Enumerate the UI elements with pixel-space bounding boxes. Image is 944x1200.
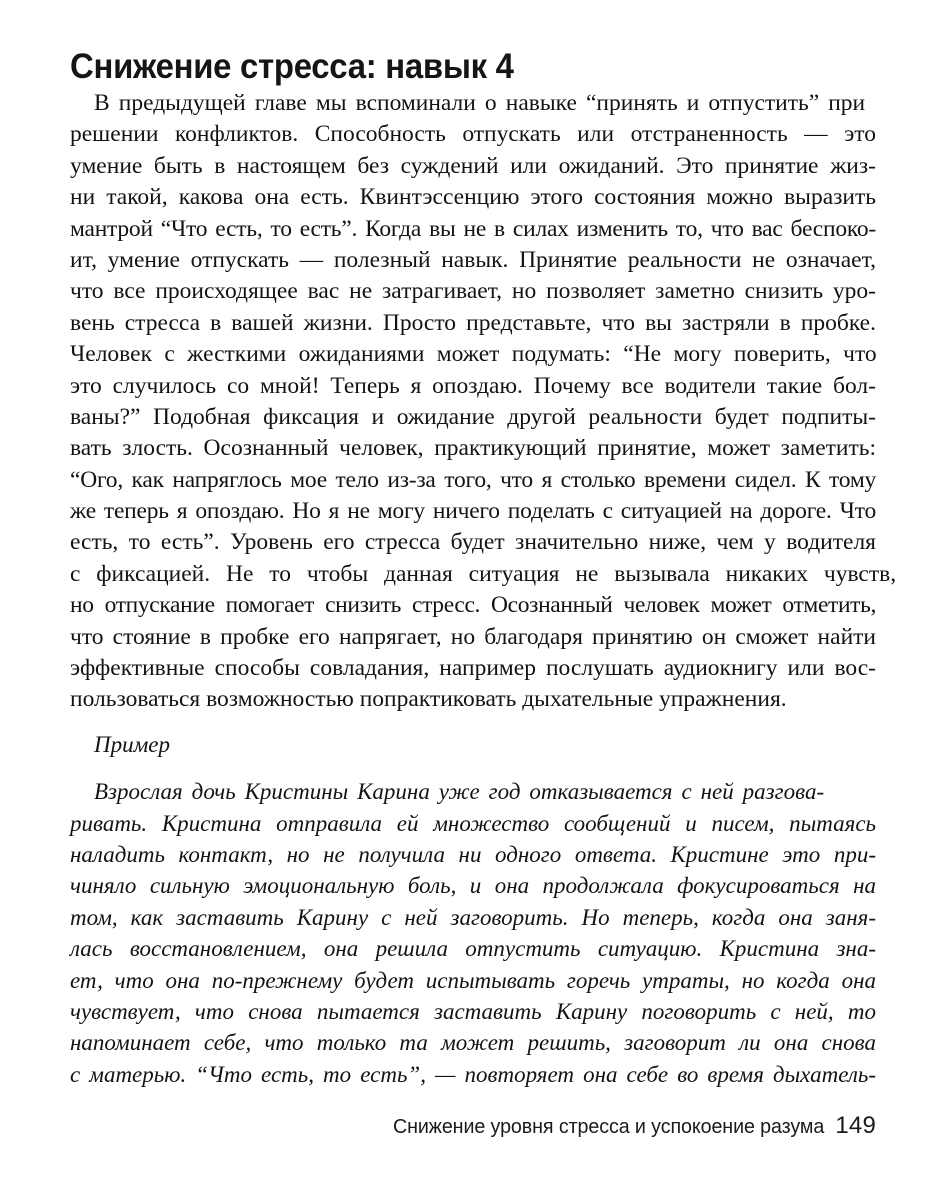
text-line: что все происходящее вас не затрагивает, но позволяет заметно снизить уро- [70, 278, 876, 305]
text-line: вень стресса в вашей жизни. Просто представьте, что вы застряли в пробке. [70, 309, 876, 336]
paragraph-gap [70, 716, 876, 729]
text-line: есть, то есть”. Уровень его стресса будет значительно ниже, чем у водителя [70, 529, 876, 556]
text-line: с матерью. “Что есть, то есть”, — повторяет она себе во время дыхатель- [70, 1061, 876, 1087]
text-line: лась восстановлением, она решила отпустить ситуацию. Кристина зна- [70, 936, 876, 962]
page-footer [0, 1112, 876, 1140]
text-line: ет, что она по-прежнему будет испытывать горечь утраты, но когда она [70, 967, 876, 993]
text-line: Взрослая дочь Кристины Карина уже год отказывается с ней разгова- [94, 779, 825, 805]
running-head: Снижение уровня стресса и успокоение разума [393, 1115, 825, 1138]
text-line: мантрой “Что есть, то есть”. Когда вы не в силах изменить то, что вас беспоко- [70, 215, 876, 242]
paragraph-main [70, 88, 897, 716]
text-line: что стояние в пробке его напрягает, но благодаря принятию он сможет найти [70, 623, 876, 650]
text-line: с фиксацией. Не то чтобы данная ситуация не вызывала никаких чувств, [70, 560, 897, 587]
text-line: решении конфликтов. Способность отпускать или отстраненность — это [70, 121, 876, 148]
paragraph-example [70, 776, 876, 1090]
example-subheading: Пример [94, 731, 170, 757]
text-line: это случилось со мной! Теперь я опоздаю. Почему все водители такие бол- [70, 372, 876, 399]
page-title: Снижение стресса: навык 4 [70, 47, 514, 87]
subheading-gap [70, 760, 876, 776]
text-line: чувствует, что снова пытается заставить Карину поговорить с ней, то [70, 998, 876, 1024]
text-line: вать злость. Осознанный человек, практикующий принятие, может заметить: [70, 435, 876, 462]
text-line: Человек с жесткими ожиданиями может подумать: “Не могу поверить, что [70, 341, 877, 368]
text-line: но отпускание помогает снизить стресс. Осознанный человек может отметить, [70, 592, 876, 619]
text-line: наладить контакт, но не получила ни одного ответа. Кристине это при- [70, 841, 876, 867]
text-line: напоминает себе, что только та может решить, заговорит ли она снова [70, 1030, 876, 1056]
body-text-block [70, 88, 897, 1090]
text-line: В предыдущей главе мы вспоминали о навыке “принять и отпустить” при [94, 90, 866, 116]
text-line: “Ого, как напряглось мое тело из-за того, что я столько времени сидел. К тому [70, 466, 876, 493]
text-line: чиняло сильную эмоциональную боль, и она продолжала фокусироваться на [70, 873, 876, 899]
text-line: пользоваться возможностью попрактиковать дыхательные упражнения. [70, 686, 787, 713]
text-line: ривать. Кристина отправила ей множество сообщений и писем, пытаясь [70, 810, 876, 836]
text-line: ваны?” Подобная фиксация и ожидание другой реальности будет подпиты- [70, 403, 876, 430]
text-line: же теперь я опоздаю. Но я не могу ничего поделать с ситуацией на дороге. Что [70, 498, 876, 525]
page-number: 149 [835, 1112, 876, 1139]
text-line: эффективные способы совладания, например послушать аудиокнигу или вос- [70, 655, 876, 682]
text-line: умение быть в настоящем без суждений или ожиданий. Это принятие жиз- [70, 152, 876, 179]
text-line: ни такой, какова она есть. Квинтэссенцию этого состояния можно выразить [70, 184, 876, 211]
text-line: том, как заставить Карину с ней заговорить. Но теперь, когда она заня- [70, 904, 876, 930]
text-line: ит, умение отпускать — полезный навык. Принятие реальности не означает, [70, 246, 876, 273]
